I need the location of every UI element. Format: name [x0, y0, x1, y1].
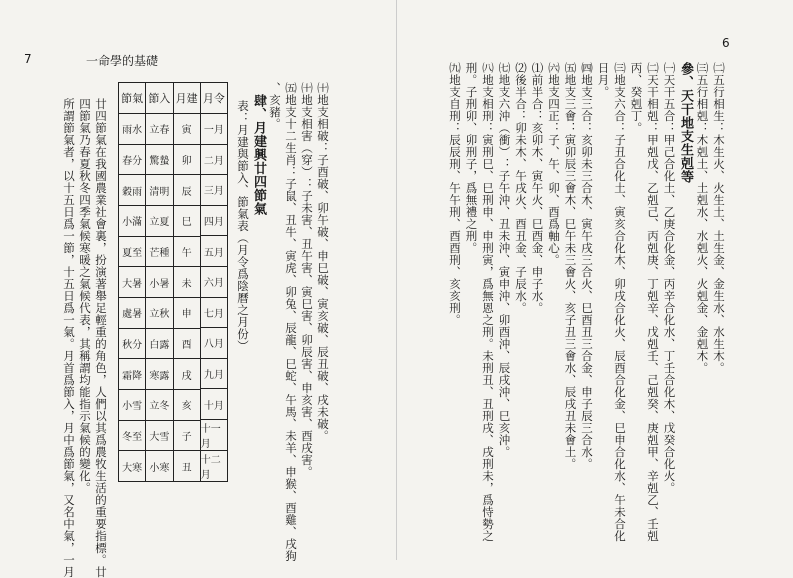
- table-cell: 白露: [146, 329, 172, 360]
- table-cell: 驚蟄: [146, 145, 172, 176]
- table-grid: [118, 82, 228, 482]
- table-cell: 五月: [201, 236, 227, 267]
- table-cell: 大暑: [119, 267, 145, 298]
- table-cell: 清明: [146, 175, 172, 206]
- table-cell: 一月: [201, 114, 227, 145]
- right-column-3: 參、天干地支生剋等: [678, 62, 693, 184]
- table-cell: 小寒: [149, 462, 170, 474]
- right-column-10: ㈤地支三會：寅卯辰三會木、巳午未三會火、亥子丑三會水、辰戌丑未會土。: [563, 62, 578, 470]
- table-cell: 雨水: [119, 114, 145, 145]
- table-cell: 丑: [181, 462, 192, 474]
- upper-line-2: ㈩地支相害（穿）：子未害、丑午害、寅巳害、卯辰害、申亥害、酉戌害。: [300, 82, 314, 478]
- table-cell: 子: [174, 421, 200, 452]
- table-cell: 夏至: [119, 237, 145, 268]
- right-column-2: ㈢五行相剋：木剋土、土剋水、水剋火、火剋金、金剋木。: [695, 62, 710, 374]
- table-cell: 春分: [119, 145, 145, 176]
- table-header-jieru: 節入: [146, 83, 172, 114]
- right-column-8: 日月。: [596, 62, 611, 98]
- table-column-month: [200, 83, 227, 481]
- table-cell: 大寒: [122, 462, 143, 474]
- right-column-17: ㈨地支自刑：辰辰刑、午午刑、酉酉刑、亥亥刑。: [448, 62, 462, 326]
- table-column-jieqi: [119, 83, 145, 481]
- page-fold: [396, 0, 397, 560]
- table-header-month: 月令: [201, 83, 227, 114]
- table-header-jieqi: 節氣: [119, 83, 145, 114]
- paragraph-line-3: 所謂節氣者，以十五日爲一節，十五日爲一氣。月首爲節入，月中爲節氣，又名中氣，一月: [62, 98, 76, 578]
- table-cell: 六月: [201, 267, 227, 298]
- table-cell: 八月: [201, 328, 227, 359]
- table-cell: 小雪: [119, 390, 145, 421]
- table-cell: 巳: [174, 206, 200, 237]
- right-column-1: ㈡五行相生：木生火、火生土、土生金、金生水、水生木。: [712, 62, 726, 374]
- table-cell: 大雪: [146, 421, 172, 452]
- table-cell: 酉: [174, 329, 200, 360]
- table-cell: 午: [174, 237, 200, 268]
- table-cell: 卯: [174, 145, 200, 176]
- table-cell: 亥: [174, 390, 200, 421]
- table-cell: 處暑: [119, 298, 145, 329]
- month-table: [118, 82, 228, 482]
- table-cell: 芒種: [146, 237, 172, 268]
- table-cell: 二月: [201, 145, 227, 176]
- right-column-7: ㈢地支六合：子丑合化土、寅亥合化木、卯戌合化火、辰酉合化金、巳申合化水、午未合化: [613, 62, 627, 542]
- upper-line-1: ㈩地支相破：子酉破、卯午破、申巳破、寅亥破、辰丑破、戌未破。: [316, 82, 330, 442]
- right-column-12: ⑴前半合：亥卯木、寅午火、巳酉金、申子水。: [530, 62, 545, 314]
- table-cell: 辰: [174, 175, 200, 206]
- table-cell: 寅: [174, 114, 200, 145]
- table-column-jieru: [145, 83, 172, 481]
- paragraph-line-1: 廿四節氣在我國農業社會裏，扮演著舉足輕重的角色，人們以其爲農牧生活的重要指標。廿: [94, 98, 108, 578]
- paragraph-line-2: 四節氣乃春夏秋冬四季氣候寒暖之氣候代表，其稱謂均能指示氣候的變化。: [78, 98, 92, 494]
- right-column-14: ㈦地支六沖（衝）：子午沖、丑未沖、寅申沖、卯酉沖、辰戌沖、巳亥沖。: [497, 62, 512, 458]
- right-page-number: 6: [722, 36, 730, 50]
- right-column-4: ㈠天干五合：甲己合化土、乙庚合化金、丙辛合化水、丁壬合化木、戊癸合化火。: [662, 62, 677, 494]
- table-caption: 表：月建與節入、節氣表（月令爲陰曆之月份）: [236, 100, 250, 352]
- table-cell: 立冬: [146, 390, 172, 421]
- table-cell: 申: [174, 298, 200, 329]
- table-cell: 四月: [201, 206, 227, 237]
- table-header-jian: 月建: [174, 83, 200, 114]
- table-cell: 秋分: [119, 329, 145, 360]
- right-column-9: ㈣地支三合：亥卯未三合木、寅午戌三合火、巳酉丑三合金、申子辰三合水。: [580, 62, 594, 470]
- section-title-4: 肆、月建興廿四節氣: [251, 94, 266, 216]
- left-running-title: 一命學的基礎: [86, 54, 159, 68]
- table-cell: 小滿: [119, 206, 145, 237]
- table-cell: 立夏: [146, 206, 172, 237]
- right-column-13: ⑵後半合：卯未木、午戌火、酉丑金、子辰水。: [514, 62, 528, 314]
- table-cell: 霜降: [119, 359, 145, 390]
- right-column-11: ㈥地支四正：子、午、卯、酉爲軸心。: [547, 62, 561, 266]
- table-cell: 冬至: [119, 421, 145, 452]
- table-cell: 穀雨: [119, 175, 145, 206]
- table-cell: 十月: [201, 389, 227, 420]
- right-column-6: 丙、癸剋丁。: [629, 62, 644, 134]
- table-cell: 立秋: [146, 298, 172, 329]
- table-cell: 十二月: [200, 454, 221, 481]
- table-cell: 七月: [201, 298, 227, 329]
- table-cell: 十一月: [201, 420, 227, 451]
- right-column-16: 刑。子刑卯、卯刑子，爲無禮之刑。: [464, 62, 479, 254]
- table-cell: 九月: [201, 359, 227, 390]
- upper-line-3: ㈤地支十二生肖：子鼠、丑牛、寅虎、卯兔、辰龍、巳蛇、午馬、未羊、申猴、酉雞、戌狗: [284, 82, 298, 562]
- table-cell: 三月: [201, 175, 227, 206]
- table-cell: 立春: [146, 114, 172, 145]
- table-cell: 戌: [174, 359, 200, 390]
- left-page-number: 7: [24, 52, 32, 66]
- table-cell: 小暑: [146, 267, 172, 298]
- table-cell: 未: [174, 267, 200, 298]
- table-column-jian: [173, 83, 200, 481]
- right-column-5: ㈡天干相剋：甲剋戊、乙剋己、丙剋庚、丁剋辛、戊剋壬、己剋癸、庚剋甲、辛剋乙、壬剋: [646, 62, 660, 542]
- table-cell: 寒露: [146, 359, 172, 390]
- upper-line-4: 、亥豬。: [268, 82, 282, 130]
- right-column-15: ㈧地支相刑：寅刑巳、巳刑申、申刑寅，爲無恩之刑。未刑丑、丑刑戌、戌刑未，爲恃勢之: [481, 62, 495, 542]
